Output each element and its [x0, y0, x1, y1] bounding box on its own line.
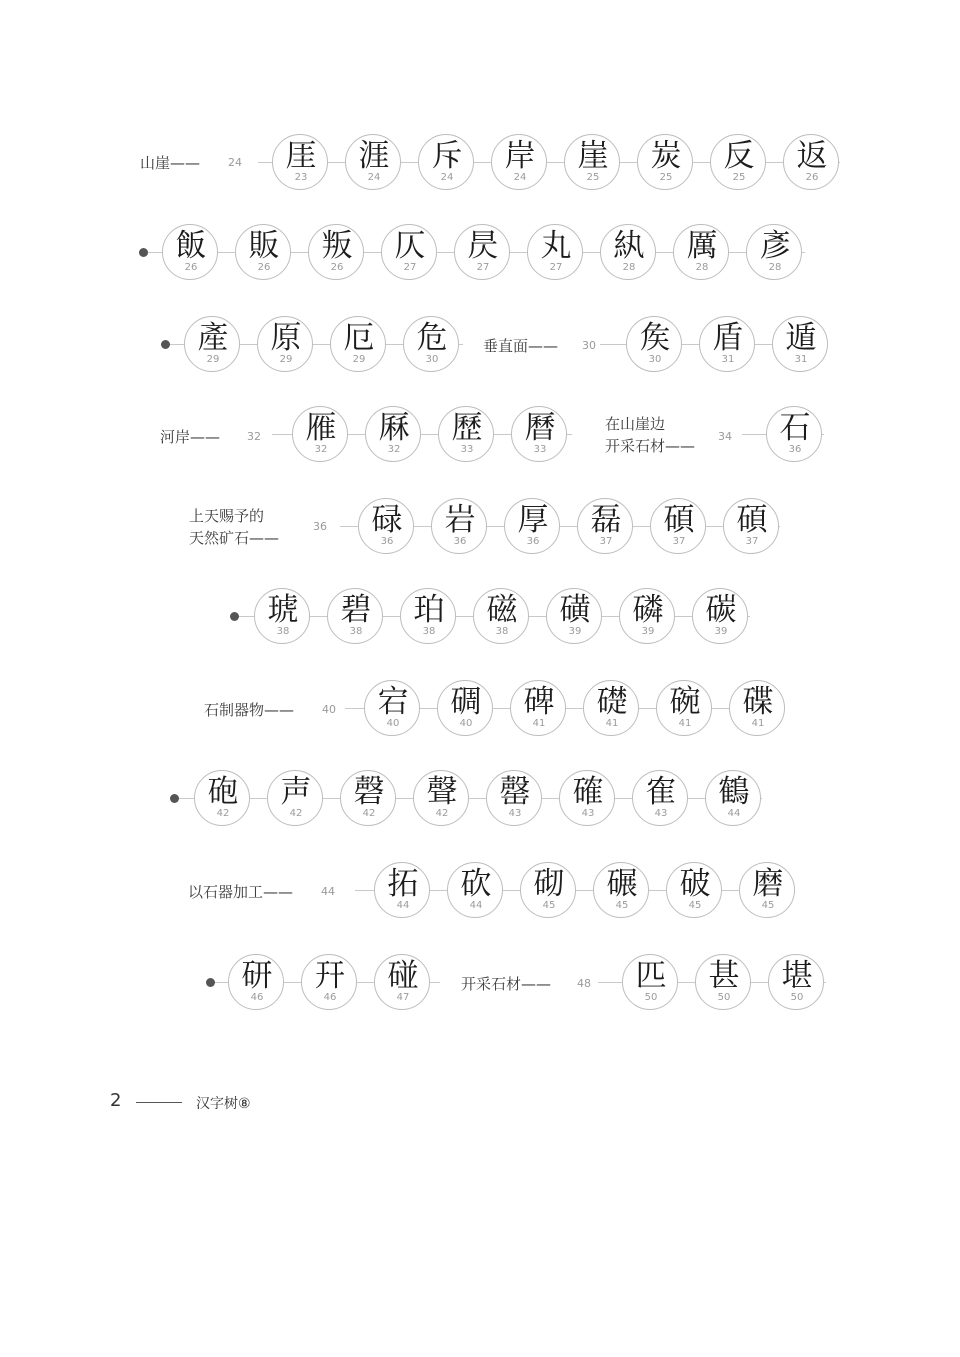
category-label: 石制器物—— — [204, 701, 295, 719]
char-node — [301, 954, 357, 1010]
hanzi-char: 碳 — [705, 592, 737, 628]
hanzi-char: 厄 — [343, 320, 375, 356]
hanzi-char: 破 — [679, 866, 711, 902]
hanzi-char: 碌 — [371, 502, 403, 538]
char-node — [577, 498, 633, 554]
hanzi-char: 原 — [270, 320, 302, 356]
char-page-number: 28 — [622, 262, 636, 273]
hanzi-char: 碾 — [606, 866, 638, 902]
char-node — [327, 588, 383, 644]
row-cliff — [0, 128, 960, 198]
hanzi-char: 砲 — [207, 774, 239, 810]
char-node — [437, 680, 493, 736]
char-page-number: 45 — [542, 900, 556, 911]
hanzi-char: 返 — [796, 138, 828, 174]
char-node — [699, 316, 755, 372]
char-node — [418, 134, 474, 190]
hanzi-char: 叛 — [321, 228, 353, 264]
bullet-marker — [170, 794, 179, 803]
hanzi-char: 紈 — [613, 228, 645, 264]
row-continuation — [0, 764, 960, 834]
char-node — [194, 770, 250, 826]
char-page-number: 41 — [751, 718, 765, 729]
char-page-number: 29 — [352, 354, 366, 365]
category-label: 在山崖边 开采石材—— — [605, 415, 696, 455]
row-continuation-and-quarrying — [0, 948, 960, 1018]
char-node — [692, 588, 748, 644]
char-node — [746, 224, 802, 280]
hanzi-char: 曆 — [524, 410, 556, 446]
hanzi-char: 宕 — [377, 684, 409, 720]
char-node — [267, 770, 323, 826]
char-page-number: 25 — [659, 172, 673, 183]
char-page-number: 36 — [453, 536, 467, 547]
hanzi-char: 甚 — [708, 958, 740, 994]
char-page-number: 50 — [644, 992, 658, 1003]
hanzi-char: 磺 — [559, 592, 591, 628]
row-continuation — [0, 218, 960, 288]
hanzi-char: 珀 — [413, 592, 445, 628]
char-node — [272, 134, 328, 190]
char-page-number: 36 — [526, 536, 540, 547]
char-node — [600, 224, 656, 280]
char-page-number: 23 — [294, 172, 308, 183]
page-number: 2 — [110, 1090, 122, 1111]
hanzi-char: 碧 — [340, 592, 372, 628]
char-page-number: 39 — [714, 626, 728, 637]
char-page-number: 26 — [805, 172, 819, 183]
hanzi-char: 幵 — [314, 958, 346, 994]
char-node — [374, 862, 430, 918]
char-page-number: 27 — [549, 262, 563, 273]
hanzi-char: 磊 — [590, 502, 622, 538]
char-page-number: 39 — [568, 626, 582, 637]
char-node — [374, 954, 430, 1010]
hanzi-char: 拓 — [387, 866, 419, 902]
hanzi-char: 磨 — [752, 866, 784, 902]
char-node — [162, 224, 218, 280]
char-page-number: 43 — [581, 808, 595, 819]
char-node — [593, 862, 649, 918]
hanzi-char: 反 — [723, 138, 755, 174]
char-page-number: 27 — [476, 262, 490, 273]
row-natural-minerals — [0, 492, 960, 562]
hanzi-char: 聲 — [426, 774, 458, 810]
bullet-marker — [230, 612, 239, 621]
char-node — [710, 134, 766, 190]
category-page-number: 48 — [577, 977, 591, 990]
char-node — [491, 134, 547, 190]
hanzi-char: 仄 — [394, 228, 426, 264]
char-node — [381, 224, 437, 280]
char-page-number: 42 — [289, 808, 303, 819]
row-continuation — [0, 582, 960, 652]
char-node — [622, 954, 678, 1010]
hanzi-char: 磷 — [632, 592, 664, 628]
hanzi-char: 產 — [197, 320, 229, 356]
hanzi-char: 炭 — [650, 138, 682, 174]
category-label: 山崖—— — [140, 154, 201, 172]
char-page-number: 24 — [367, 172, 381, 183]
char-node — [559, 770, 615, 826]
char-node — [673, 224, 729, 280]
char-node — [431, 498, 487, 554]
category-page-number: 24 — [228, 156, 242, 169]
footer-rule — [136, 1102, 182, 1103]
char-node — [504, 498, 560, 554]
char-node — [330, 316, 386, 372]
char-node — [772, 316, 828, 372]
category-label: 上天赐予的 天然矿石—— — [189, 507, 280, 547]
hanzi-char: 鶴 — [718, 774, 750, 810]
char-page-number: 40 — [459, 718, 473, 729]
char-node — [527, 224, 583, 280]
char-node — [235, 224, 291, 280]
bullet-marker — [139, 248, 148, 257]
char-node — [546, 588, 602, 644]
char-node — [583, 680, 639, 736]
char-page-number: 40 — [386, 718, 400, 729]
char-page-number: 42 — [362, 808, 376, 819]
char-page-number: 44 — [727, 808, 741, 819]
char-node — [766, 406, 822, 462]
char-node — [340, 770, 396, 826]
hanzi-char: 碩 — [736, 502, 768, 538]
hanzi-char: 声 — [280, 774, 312, 810]
hanzi-char: 岩 — [444, 502, 476, 538]
char-page-number: 31 — [721, 354, 735, 365]
char-node — [184, 316, 240, 372]
hanzi-char: 昃 — [467, 228, 499, 264]
hanzi-char: 厤 — [378, 410, 410, 446]
row-continuation-and-vertical — [0, 310, 960, 380]
hanzi-char: 磬 — [353, 774, 385, 810]
char-page-number: 38 — [276, 626, 290, 637]
char-page-number: 50 — [790, 992, 804, 1003]
char-page-number: 43 — [654, 808, 668, 819]
bullet-marker — [206, 978, 215, 987]
row-stone-tool-processing — [0, 856, 960, 926]
hanzi-char: 斥 — [431, 138, 463, 174]
char-page-number: 31 — [794, 354, 808, 365]
hanzi-char: 盾 — [712, 320, 744, 356]
hanzi-char: 隺 — [645, 774, 677, 810]
char-page-number: 38 — [422, 626, 436, 637]
char-page-number: 30 — [425, 354, 439, 365]
hanzi-char: 彥 — [759, 228, 791, 264]
row-stone-objects — [0, 674, 960, 744]
char-node — [365, 406, 421, 462]
char-node — [403, 316, 459, 372]
char-page-number: 45 — [688, 900, 702, 911]
char-node — [413, 770, 469, 826]
hanzi-char: 厓 — [285, 138, 317, 174]
char-node — [511, 406, 567, 462]
char-page-number: 28 — [768, 262, 782, 273]
char-page-number: 37 — [745, 536, 759, 547]
hanzi-char: 砍 — [460, 866, 492, 902]
hanzi-char: 堪 — [781, 958, 813, 994]
hanzi-char: 飯 — [175, 228, 207, 264]
category-page-number: 44 — [321, 885, 335, 898]
char-page-number: 30 — [648, 354, 662, 365]
hanzi-char: 歷 — [451, 410, 483, 446]
char-node — [358, 498, 414, 554]
char-page-number: 41 — [532, 718, 546, 729]
char-page-number: 47 — [396, 992, 410, 1003]
char-page-number: 42 — [435, 808, 449, 819]
hanzi-char: 罄 — [499, 774, 531, 810]
category-label: 河岸—— — [160, 428, 221, 446]
hanzi-char: 砌 — [533, 866, 565, 902]
hanzi-char: 矦 — [639, 320, 671, 356]
char-page-number: 26 — [184, 262, 198, 273]
row-riverbank-and-quarry — [0, 400, 960, 470]
char-page-number: 38 — [495, 626, 509, 637]
hanzi-char: 遁 — [785, 320, 817, 356]
hanzi-char: 厚 — [517, 502, 549, 538]
book-title: 汉字树⑧ — [196, 1096, 251, 1112]
hanzi-char: 碑 — [523, 684, 555, 720]
char-page-number: 46 — [250, 992, 264, 1003]
char-page-number: 26 — [330, 262, 344, 273]
char-page-number: 43 — [508, 808, 522, 819]
char-page-number: 42 — [216, 808, 230, 819]
category-page-number: 32 — [247, 430, 261, 443]
char-page-number: 32 — [314, 444, 328, 455]
category-label: 以石器加工—— — [188, 883, 294, 901]
char-page-number: 36 — [380, 536, 394, 547]
hanzi-char: 研 — [241, 958, 273, 994]
char-node — [637, 134, 693, 190]
char-page-number: 29 — [279, 354, 293, 365]
char-node — [364, 680, 420, 736]
char-node — [228, 954, 284, 1010]
char-page-number: 37 — [599, 536, 613, 547]
char-node — [292, 406, 348, 462]
char-page-number: 44 — [396, 900, 410, 911]
char-node — [345, 134, 401, 190]
char-page-number: 25 — [586, 172, 600, 183]
char-node — [705, 770, 761, 826]
hanzi-char: 厲 — [686, 228, 718, 264]
char-node — [486, 770, 542, 826]
hanzi-char: 碉 — [450, 684, 482, 720]
char-node — [695, 954, 751, 1010]
hanzi-char: 丸 — [540, 228, 572, 264]
char-page-number: 44 — [469, 900, 483, 911]
hanzi-char: 崖 — [577, 138, 609, 174]
char-node — [723, 498, 779, 554]
category-page-number: 34 — [718, 430, 732, 443]
char-page-number: 45 — [615, 900, 629, 911]
char-page-number: 33 — [533, 444, 547, 455]
category-page-number: 30 — [582, 339, 596, 352]
char-page-number: 37 — [672, 536, 686, 547]
char-page-number: 33 — [460, 444, 474, 455]
category-page-number: 40 — [322, 703, 336, 716]
hanzi-char: 礎 — [596, 684, 628, 720]
hanzi-char: 琥 — [267, 592, 299, 628]
char-node — [656, 680, 712, 736]
char-node — [783, 134, 839, 190]
hanzi-char: 碟 — [742, 684, 774, 720]
hanzi-char: 販 — [248, 228, 280, 264]
char-page-number: 41 — [678, 718, 692, 729]
hanzi-char: 匹 — [635, 958, 667, 994]
char-page-number: 41 — [605, 718, 619, 729]
char-node — [400, 588, 456, 644]
char-page-number: 27 — [403, 262, 417, 273]
hanzi-char: 雁 — [305, 410, 337, 446]
char-node — [510, 680, 566, 736]
char-node — [520, 862, 576, 918]
char-page-number: 38 — [349, 626, 363, 637]
char-page-number: 50 — [717, 992, 731, 1003]
category-label: 垂直面—— — [483, 337, 559, 355]
char-node — [650, 498, 706, 554]
char-node — [257, 316, 313, 372]
char-node — [666, 862, 722, 918]
hanzi-char: 碩 — [663, 502, 695, 538]
char-page-number: 45 — [761, 900, 775, 911]
bullet-marker — [161, 340, 170, 349]
char-node — [438, 406, 494, 462]
char-node — [308, 224, 364, 280]
hanzi-char: 涯 — [358, 138, 390, 174]
hanzi-char: 碗 — [669, 684, 701, 720]
char-node — [619, 588, 675, 644]
char-page-number: 28 — [695, 262, 709, 273]
char-node — [473, 588, 529, 644]
char-node — [564, 134, 620, 190]
category-label: 开采石材—— — [461, 975, 552, 993]
char-node — [739, 862, 795, 918]
char-node — [632, 770, 688, 826]
hanzi-char: 確 — [572, 774, 604, 810]
char-page-number: 36 — [788, 444, 802, 455]
char-node — [454, 224, 510, 280]
char-node — [447, 862, 503, 918]
hanzi-char: 石 — [779, 410, 811, 446]
char-page-number: 25 — [732, 172, 746, 183]
char-page-number: 46 — [323, 992, 337, 1003]
char-page-number: 39 — [641, 626, 655, 637]
hanzi-char: 危 — [416, 320, 448, 356]
char-node — [254, 588, 310, 644]
char-node — [729, 680, 785, 736]
hanzi-char: 碰 — [387, 958, 419, 994]
char-page-number: 26 — [257, 262, 271, 273]
char-page-number: 24 — [440, 172, 454, 183]
char-page-number: 29 — [206, 354, 220, 365]
char-page-number: 32 — [387, 444, 401, 455]
char-node — [768, 954, 824, 1010]
category-page-number: 36 — [313, 520, 327, 533]
char-page-number: 24 — [513, 172, 527, 183]
hanzi-char: 岸 — [504, 138, 536, 174]
char-node — [626, 316, 682, 372]
hanzi-char: 磁 — [486, 592, 518, 628]
